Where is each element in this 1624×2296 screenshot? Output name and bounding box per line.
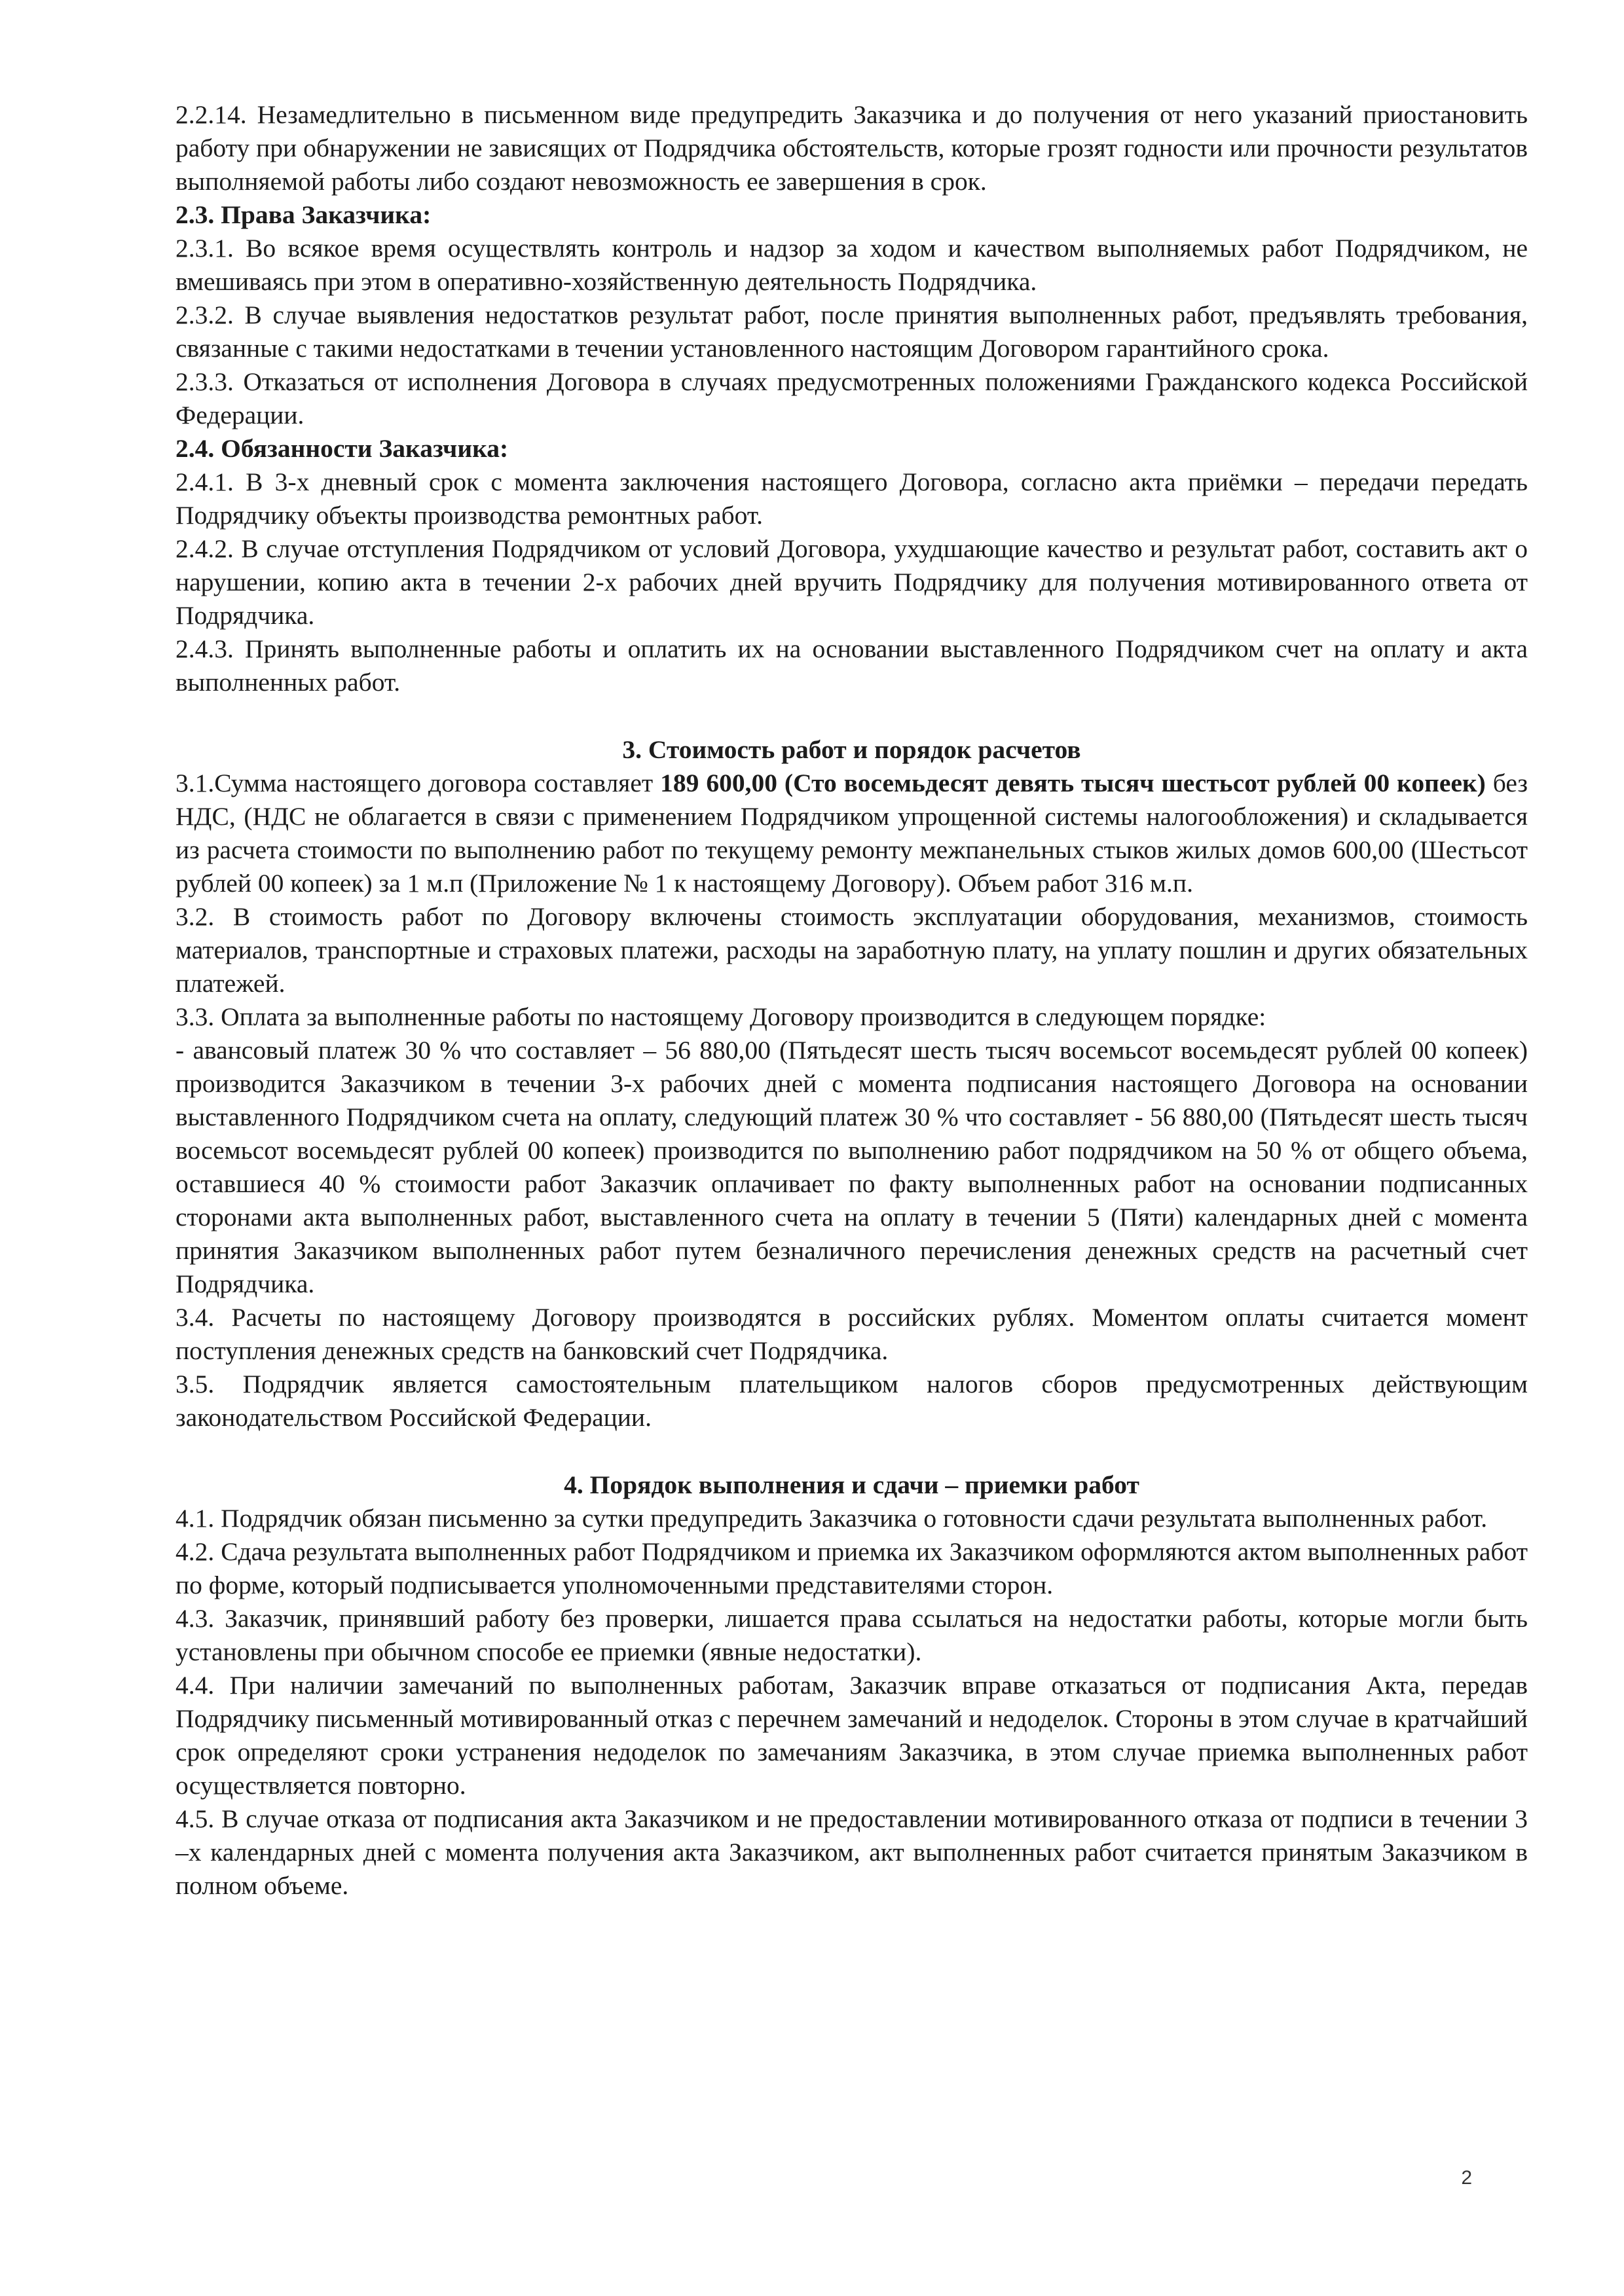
clause-3-1 — [175, 767, 1528, 900]
clause-2-3-1: 2.3.1. Во всякое время осуществлять контроль и надзор за ходом и качеством выполняемых работ Подрядчиком, не вмешиваясь при этом в оперативно-хозяйственную деятельность Подрядчика. — [175, 234, 1528, 296]
clause-4-2: 4.2. Сдача результата выполненных работ Подрядчиком и приемка их Заказчиком оформляются актом выполненных работ по форме, который подписывается уполномоченными представителями сторон. — [175, 1537, 1528, 1599]
clause-3-1-rest: без НДС, (НДС не облагается в связи с применением Подрядчиком упрощенной системы налогообложения) и складывается из расчета стоимости по выполнению работ по текущему ремонту межпанельных стыков жилых домов 600,00 (Шестьсот рублей 00 копеек) за 1 м.п (Приложение № 1 к настоящему Договору). Объем работ 316 м.п. — [175, 769, 1528, 898]
section-3-title: 3. Стоимость работ и порядок расчетов — [622, 735, 1081, 764]
clause-2-4-3: 2.4.3. Принять выполненные работы и оплатить их на основании выставленного Подрядчиком счет на оплату и акта выполненных работ. — [175, 634, 1528, 697]
clause-2-4-1: 2.4.1. В 3-х дневный срок с момента заключения настоящего Договора, согласно акта приёмки – передачи передать Подрядчику объекты производства ремонтных работ. — [175, 467, 1528, 530]
clause-3-4: 3.4. Расчеты по настоящему Договору производятся в российских рублях. Моментом оплаты считается момент поступления денежных средств на банковский счет Подрядчика. — [175, 1303, 1528, 1365]
clause-2-2-14: 2.2.14. Незамедлительно в письменном виде предупредить Заказчика и до получения от него указаний приостановить работу при обнаружении не зависящих от Подрядчика обстоятельств, которые грозят годности или прочности результатов выполняемой работы либо создают невозможность ее завершения в срок. — [175, 100, 1528, 196]
clause-3-3: 3.3. Оплата за выполненные работы по настоящему Договору производится в следующем порядке: — [175, 1002, 1266, 1031]
clause-2-3-3: 2.3.3. Отказаться от исполнения Договора в случаях предусмотренных положениями Гражданского кодекса Российской Федерации. — [175, 367, 1528, 429]
contract-sum: 189 600,00 (Сто восемьдесят девять тысяч шестьсот рублей 00 копеек) — [660, 769, 1486, 797]
clause-2-4-2: 2.4.2. В случае отступления Подрядчиком от условий Договора, ухудшающие качество и результат работ, составить акт о нарушении, копию акта в течении 2-х рабочих дней вручить Подрядчику для получения мотивированного ответа от Подрядчика. — [175, 534, 1528, 630]
clause-3-2: 3.2. В стоимость работ по Договору включены стоимость эксплуатации оборудования, механизмов, стоимость материалов, транспортные и страховых платежи, расходы на заработную плату, на уплату пошлин и других обязательных платежей. — [175, 902, 1528, 998]
clause-3-3-advance: - авансовый платеж 30 % что составляет – 56 880,00 (Пятьдесят шесть тысяч восемьсот восемьдесят рублей 00 копеек) производится Заказчиком в течении 3-х рабочих дней с момента подписания настоящего Договора на основании выставленного Подрядчиком счета на оплату, следующий платеж 30 % что составляет - 56 880,00 (Пятьдесят шесть тысяч восемьсот восемьдесят рублей 00 копеек) производится по выполнению работ подрядчиком на 50 % от общего объема, оставшиеся 40 % стоимости работ Заказчик оплачивает по факту выполненных работ на основании подписанных сторонами акта выполненных работ, выставленного счета на оплату в течении 5 (Пяти) календарных дней с момента принятия Заказчиком выполненных работ путем безналичного перечисления денежных средств на расчетный счет Подрядчика. — [175, 1036, 1528, 1298]
clause-2-3-2: 2.3.2. В случае выявления недостатков результат работ, после принятия выполненных работ, предъявлять требования, связанные с такими недостатками в течении установленного настоящим Договором гарантийного срока. — [175, 301, 1528, 363]
heading-2-4: 2.4. Обязанности Заказчика: — [175, 434, 509, 463]
clause-4-3: 4.3. Заказчик, принявший работу без проверки, лишается права ссылаться на недостатки работы, которые могли быть установлены при обычном способе ее приемки (явные недостатки). — [175, 1604, 1528, 1666]
page-number: 2 — [1461, 2167, 1472, 2189]
clause-3-1-lead: 3.1.Сумма настоящего договора составляет — [175, 769, 661, 797]
section-4-title: 4. Порядок выполнения и сдачи – приемки работ — [564, 1470, 1139, 1499]
heading-2-3: 2.3. Права Заказчика: — [175, 200, 432, 229]
clause-4-5: 4.5. В случае отказа от подписания акта Заказчиком и не предоставлении мотивированного отказа от подписи в течении 3 –х календарных дней с момента получения акта Заказчиком, акт выполненных работ считается принятым Заказчиком в полном объеме. — [175, 1804, 1528, 1900]
clause-4-1: 4.1. Подрядчик обязан письменно за сутки предупредить Заказчика о готовности сдачи результата выполненных работ. — [175, 1504, 1488, 1533]
document-page — [175, 98, 1528, 1903]
clause-3-5: 3.5. Подрядчик является самостоятельным плательщиком налогов сборов предусмотренных действующим законодательством Российской Федерации. — [175, 1370, 1528, 1432]
clause-4-4: 4.4. При наличии замечаний по выполненных работам, Заказчик вправе отказаться от подписания Акта, передав Подрядчику письменный мотивированный отказ с перечнем замечаний и недоделок. Стороны в этом случае в кратчайший срок определяют сроки устранения недоделок по замечаниям Заказчика, в этом случае приемка выполненных работ осуществляется повторно. — [175, 1671, 1528, 1800]
